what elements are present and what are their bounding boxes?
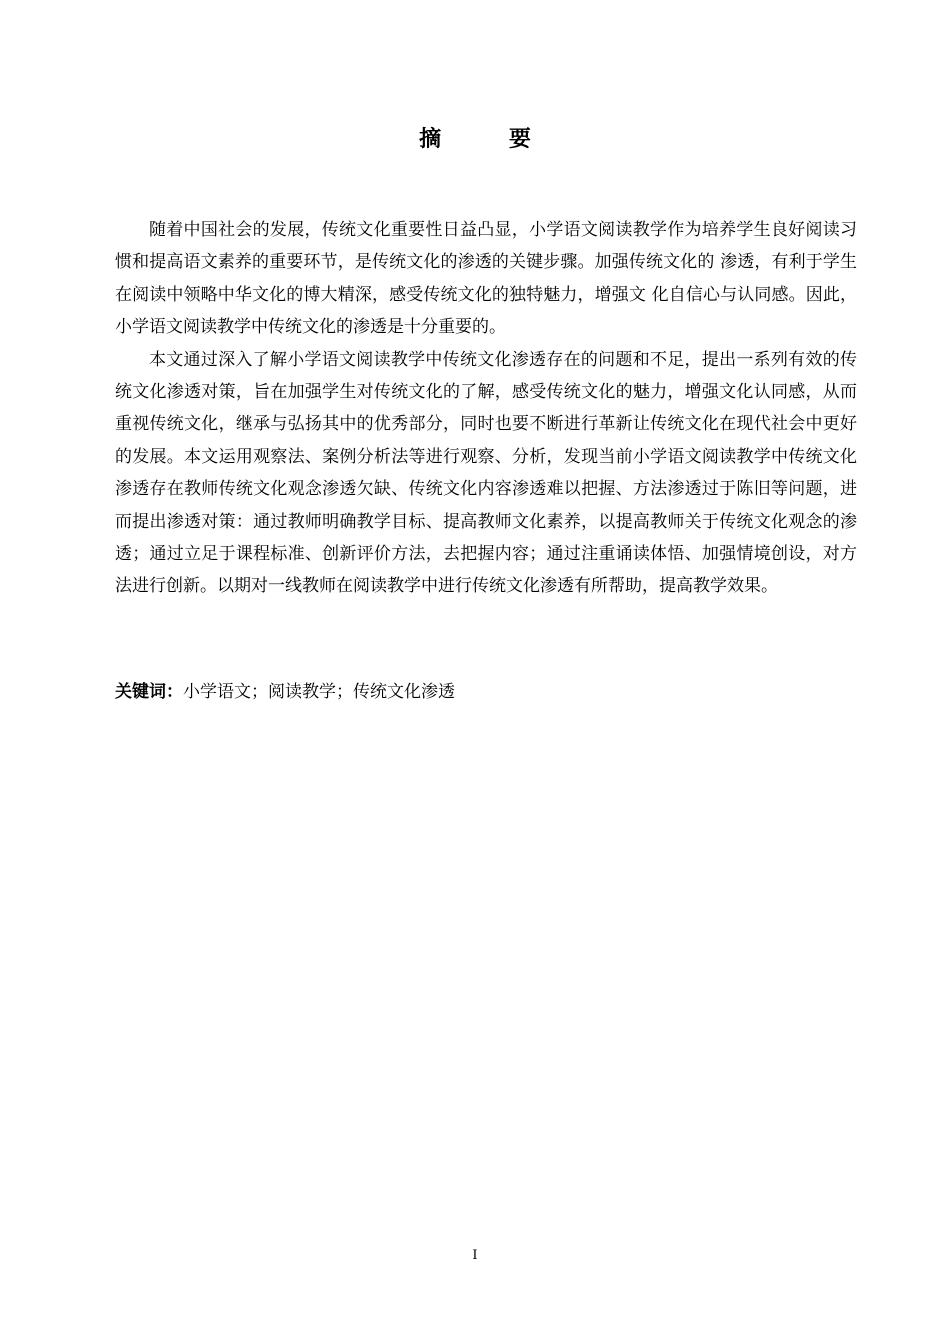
keywords-line <box>115 678 455 706</box>
abstract-title: 摘 要 <box>419 127 561 152</box>
abstract-body <box>115 214 857 603</box>
keywords-label: 关键词： <box>115 682 183 702</box>
abstract-paragraph-2: 本文通过深入了解小学语文阅读教学中传统文化渗透存在的问题和不足，提出一系列有效的传统文化渗透对策，旨在加强学生对传统文化的了解，感受传统文化的魅力，增强文化认同感，从而重视传统文化，继承与弘扬其中的优秀部分，同时也要不断进行革新让传统文化在现代社会中更好的发展。本文运用观察法、案例分析法等进行观察、分析，发现当前小学语文阅读教学中传统文化渗透存在教师传统文化观念渗透欠缺、传统文化内容渗透难以把握、方法渗透过于陈旧等问题，进而提出渗透对策：通过教师明确教学目标、提高教师文化素养，以提高教师关于传统文化观念的渗透；通过立足于课程标准、创新评价方法，去把握内容；通过注重诵读体悟、加强情境创设，对方法进行创新。以期对一线教师在阅读教学中进行传统文化渗透有所帮助，提高教学效果。 <box>115 349 857 597</box>
page-number: I <box>472 1248 478 1263</box>
abstract-paragraph-1: 随着中国社会的发展，传统文化重要性日益凸显，小学语文阅读教学作为培养学生良好阅读习惯和提高语文素养的重要环节，是传统文化的渗透的关键步骤。加强传统文化的 渗透，有利于学生在阅读中领略中华文化的博大精深，感受传统文化的独特魅力，增强文 化自信心与认同感。因此，小学语文阅读教学中传统文化的渗透是十分重要的。 <box>115 220 857 338</box>
keywords-value: 小学语文；阅读教学；传统文化渗透 <box>183 682 455 702</box>
